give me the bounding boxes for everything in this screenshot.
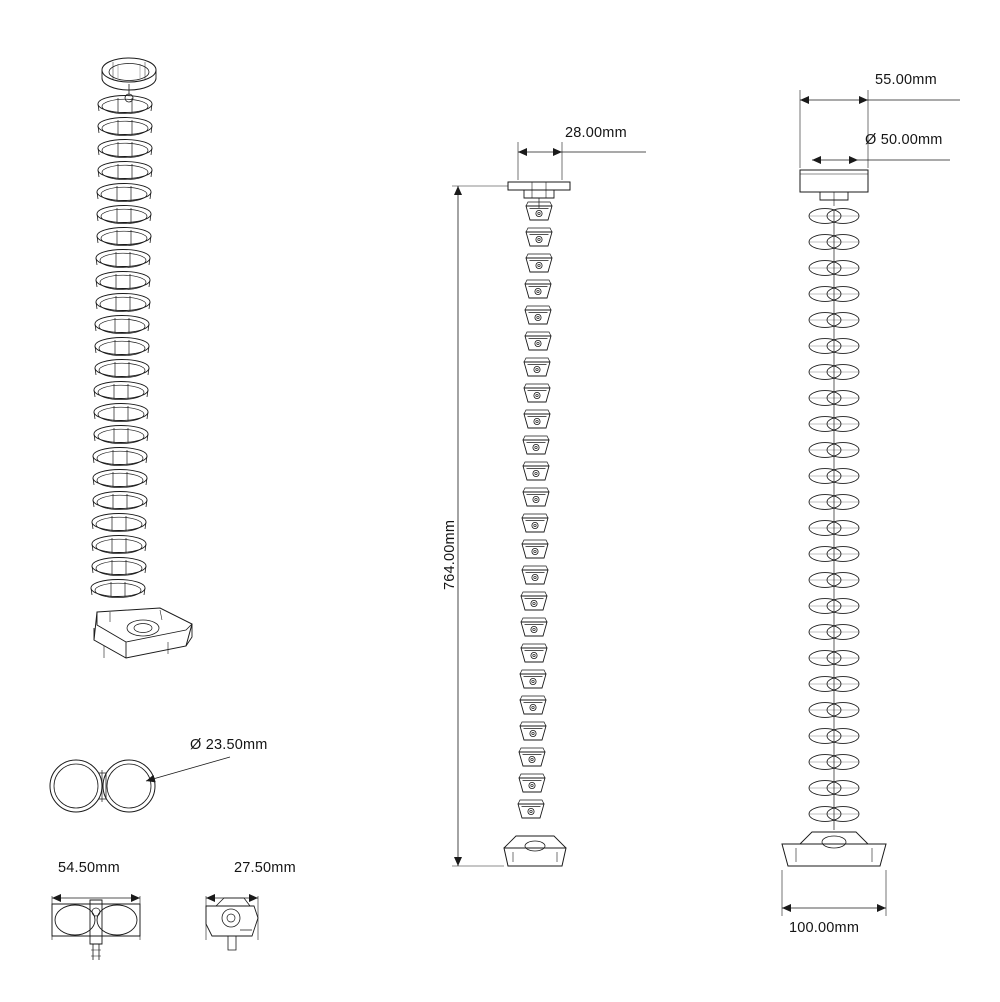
ring-detail-view xyxy=(50,757,230,812)
front-base-foot xyxy=(504,836,566,866)
dim-label-front-width: 28.00mm xyxy=(565,125,627,141)
front-elevation-view xyxy=(452,142,646,866)
side-top-cap xyxy=(800,170,868,206)
dim-link-depth xyxy=(206,896,258,940)
dim-ring-diameter-leader xyxy=(146,757,230,781)
dim-label-ring-diameter: Ø 23.50mm xyxy=(190,737,268,753)
dim-label-side-width: 55.00mm xyxy=(875,72,937,88)
dim-label-link-depth: 27.50mm xyxy=(234,860,296,876)
dim-front-width xyxy=(518,142,646,180)
front-spine-links xyxy=(518,202,552,818)
iso-spine-links xyxy=(91,96,152,598)
front-top-bracket xyxy=(508,182,570,208)
dim-base-width xyxy=(782,870,886,916)
side-elevation-view xyxy=(782,90,960,916)
side-spine-links xyxy=(809,209,859,830)
dim-side-width xyxy=(800,90,960,168)
iso-base xyxy=(94,608,192,658)
dim-overall-height xyxy=(452,186,508,866)
side-base-foot xyxy=(782,832,886,866)
isometric-view xyxy=(91,58,192,658)
dim-label-top-diameter: Ø 50.00mm xyxy=(865,132,943,148)
dim-label-link-width: 54.50mm xyxy=(58,860,120,876)
dim-label-overall-height: 764.00mm xyxy=(442,519,458,590)
dim-label-base-width: 100.00mm xyxy=(789,920,860,936)
link-front-detail-view xyxy=(52,896,140,960)
link-side-detail-view xyxy=(206,896,258,950)
